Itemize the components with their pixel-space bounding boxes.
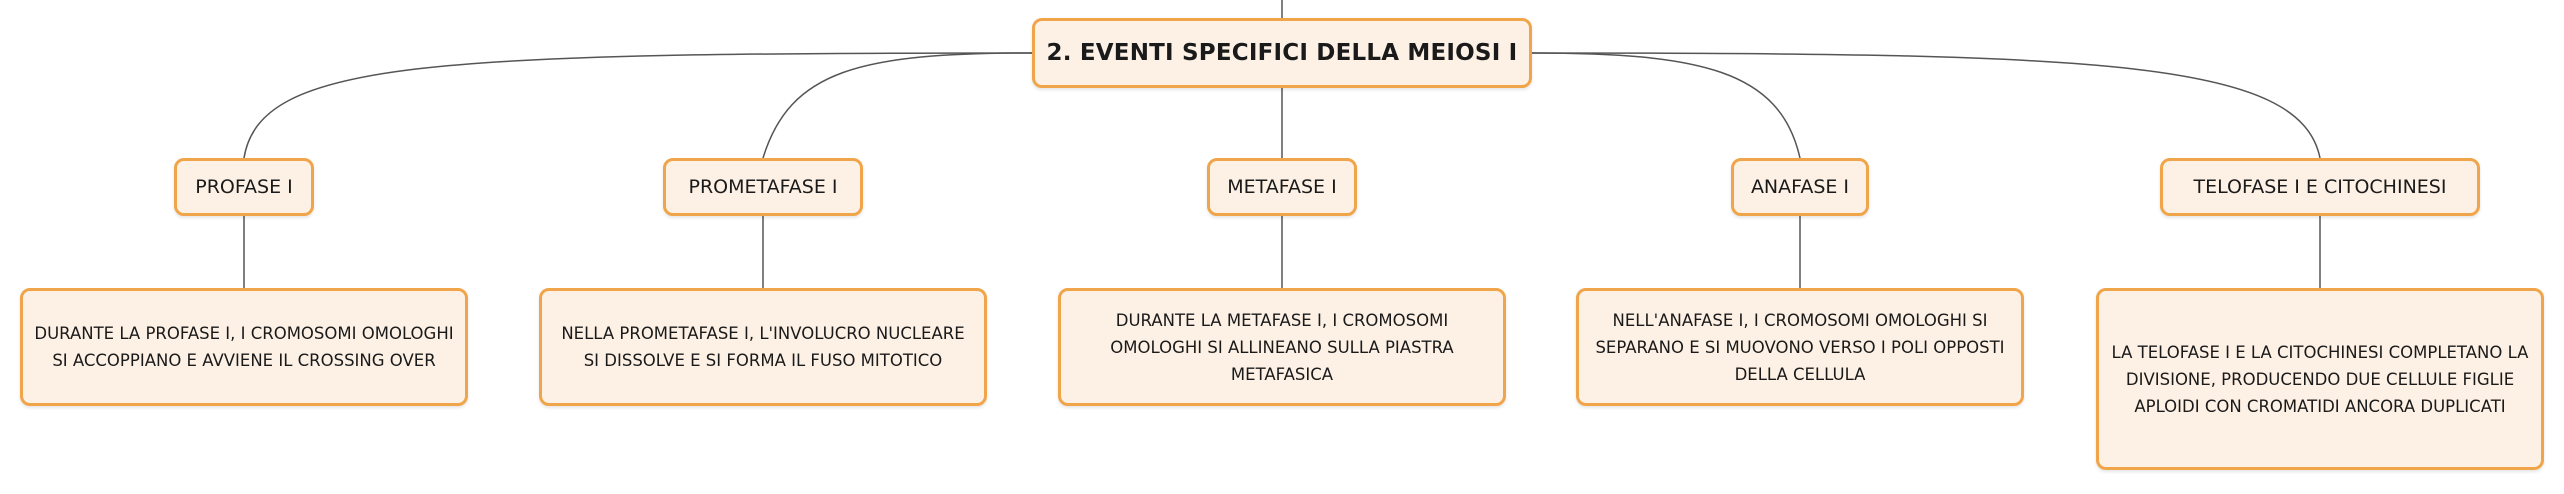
root-topic-label: 2. EVENTI SPECIFICI DELLA MEIOSI I [1046, 40, 1518, 66]
phase-node-metafase[interactable] [1207, 158, 1357, 216]
phase-node-anafase[interactable] [1731, 158, 1869, 216]
connector-root-to-profase [244, 53, 1032, 158]
description-node-anafase[interactable] [1576, 288, 2024, 406]
description-node-telofase[interactable] [2096, 288, 2544, 470]
description-node-prometafase[interactable] [539, 288, 987, 406]
description-text: NELLA PROMETAFASE I, L'INVOLUCRO NUCLEARE SI DISSOLVE E SI FORMA IL FUSO MITOTICO [561, 324, 965, 370]
phase-node-telofase[interactable] [2160, 158, 2480, 216]
root-topic[interactable] [1032, 18, 1532, 88]
phase-node-profase[interactable] [174, 158, 314, 216]
phase-node-prometafase[interactable] [663, 158, 863, 216]
description-text: LA TELOFASE I E LA CITOCHINESI COMPLETANO LA DIVISIONE, PRODUCENDO DUE CELLULE FIGLIE APLOIDI CON CROMATIDI ANCORA DUPLICATI [2111, 342, 2529, 416]
description-node-profase[interactable] [20, 288, 468, 406]
phase-label: PROMETAFASE I [688, 176, 838, 198]
phase-label: METAFASE I [1227, 176, 1337, 198]
description-text: DURANTE LA METAFASE I, I CROMOSOMI OMOLOGHI SI ALLINEANO SULLA PIASTRA METAFASICA [1110, 310, 1454, 384]
phase-label: PROFASE I [195, 176, 293, 198]
phase-label: TELOFASE I E CITOCHINESI [2193, 176, 2447, 198]
description-node-metafase[interactable] [1058, 288, 1506, 406]
connector-root-to-prometafase [763, 53, 1032, 158]
connector-root-to-telofase [1532, 53, 2320, 158]
description-text: DURANTE LA PROFASE I, I CROMOSOMI OMOLOGHI SI ACCOPPIANO E AVVIENE IL CROSSING OVER [34, 324, 454, 370]
connector-root-to-anafase [1532, 53, 1800, 158]
phase-label: ANAFASE I [1750, 176, 1850, 198]
description-text: NELL'ANAFASE I, I CROMOSOMI OMOLOGHI SI SEPARANO E SI MUOVONO VERSO I POLI OPPOSTI DELLA CELLULA [1595, 310, 2005, 384]
